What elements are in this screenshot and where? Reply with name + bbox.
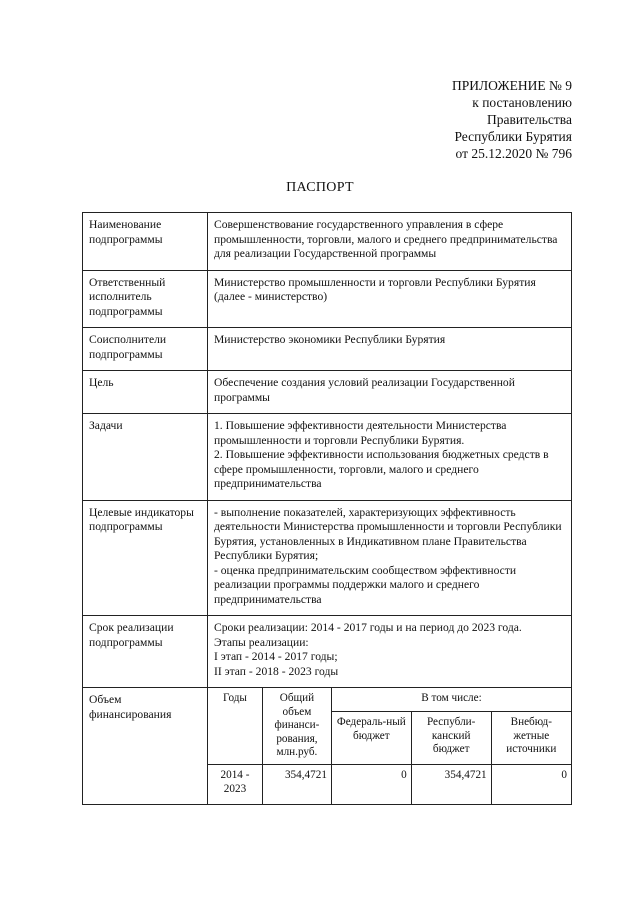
table-row (208, 764, 571, 804)
row-value (208, 328, 572, 371)
appendix-line: от 25.12.2020 № 796 (455, 146, 572, 161)
value-line: Министерство экономики Республики Бурятия (214, 333, 446, 346)
value-line: Министерство промышленности и торговли Республики Бурятия (далее - министерство) (214, 275, 536, 303)
appendix-line: к постановлению (472, 95, 572, 110)
header-years: Годы (208, 688, 262, 764)
cell-federal: 0 (331, 764, 411, 804)
cell-extra: 0 (491, 764, 571, 804)
table-row (83, 500, 572, 616)
table-row (83, 213, 572, 271)
page-title: ПАСПОРТ (286, 180, 354, 195)
appendix-line: Правительства (487, 112, 572, 127)
row-value (208, 213, 572, 271)
row-label: Срок реализации подпрограммы (83, 616, 208, 688)
table-row (83, 688, 572, 805)
table-row (83, 270, 572, 328)
row-value (208, 270, 572, 328)
row-label: Объем финансирования (83, 688, 208, 805)
appendix-line: Республики Бурятия (454, 129, 572, 144)
value-line: Этапы реализации: (214, 635, 309, 649)
row-label: Ответственный исполнитель подпрограммы (83, 270, 208, 328)
value-line: Обеспечение создания условий реализации Государственной программы (214, 376, 515, 404)
row-label: Целевые индикаторы подпрограммы (83, 500, 208, 616)
value-line: - оценка предпринимательским сообществом эффективности реализации программы поддержки малого и среднего предпринимательства (214, 563, 517, 606)
cell-years: 2014 - 2023 (208, 764, 262, 804)
value-line: - выполнение показателей, характеризующих эффективность деятельности Министерства промышленности и торговли Республики Бурятия, установленных в Индикативном плане Правительства Республики Бурятия; (214, 505, 562, 562)
table-row (83, 414, 572, 501)
header-including: В том числе: (331, 688, 571, 712)
row-label: Наименование подпрограммы (83, 213, 208, 271)
row-label: Цель (83, 371, 208, 414)
value-line: II этап - 2018 - 2023 годы (214, 664, 339, 678)
appendix-line: ПРИЛОЖЕНИЕ № 9 (451, 78, 572, 93)
table-row (83, 328, 572, 371)
cell-republic: 354,4721 (411, 764, 491, 804)
row-label: Задачи (83, 414, 208, 501)
value-line: I этап - 2014 - 2017 годы; (214, 650, 338, 663)
row-value (208, 414, 572, 501)
row-value (208, 371, 572, 414)
appendix-header (452, 77, 572, 162)
financing-cell (208, 688, 572, 805)
value-line: 1. Повышение эффективности деятельности Министерства промышленности и торговли Республики Бурятия. (214, 419, 507, 447)
financing-table (208, 688, 571, 804)
value-line: Совершенствование государственного управления в сфере промышленности, торговли, малого и среднего предпринимательства для реализации Государственной программы (214, 218, 558, 260)
header-extra: Внебюд-жетные источники (491, 712, 571, 765)
row-value (208, 616, 572, 688)
header-republic: Республи-канский бюджет (411, 712, 491, 765)
value-line: 2. Повышение эффективности использования бюджетных средств в сфере промышленности, торговли, малого и среднего предпринимательства (214, 448, 549, 490)
header-total: Общий объем финанси-рования, млн.руб. (262, 688, 331, 764)
value-line: Сроки реализации: 2014 - 2017 годы и на период до 2023 года. (214, 621, 522, 634)
cell-total: 354,4721 (262, 764, 331, 804)
table-row (83, 616, 572, 688)
row-label: Соисполнители подпрограммы (83, 328, 208, 371)
table-row (83, 371, 572, 414)
header-federal: Федераль-ный бюджет (331, 712, 411, 765)
row-value (208, 500, 572, 616)
passport-table (82, 212, 572, 805)
